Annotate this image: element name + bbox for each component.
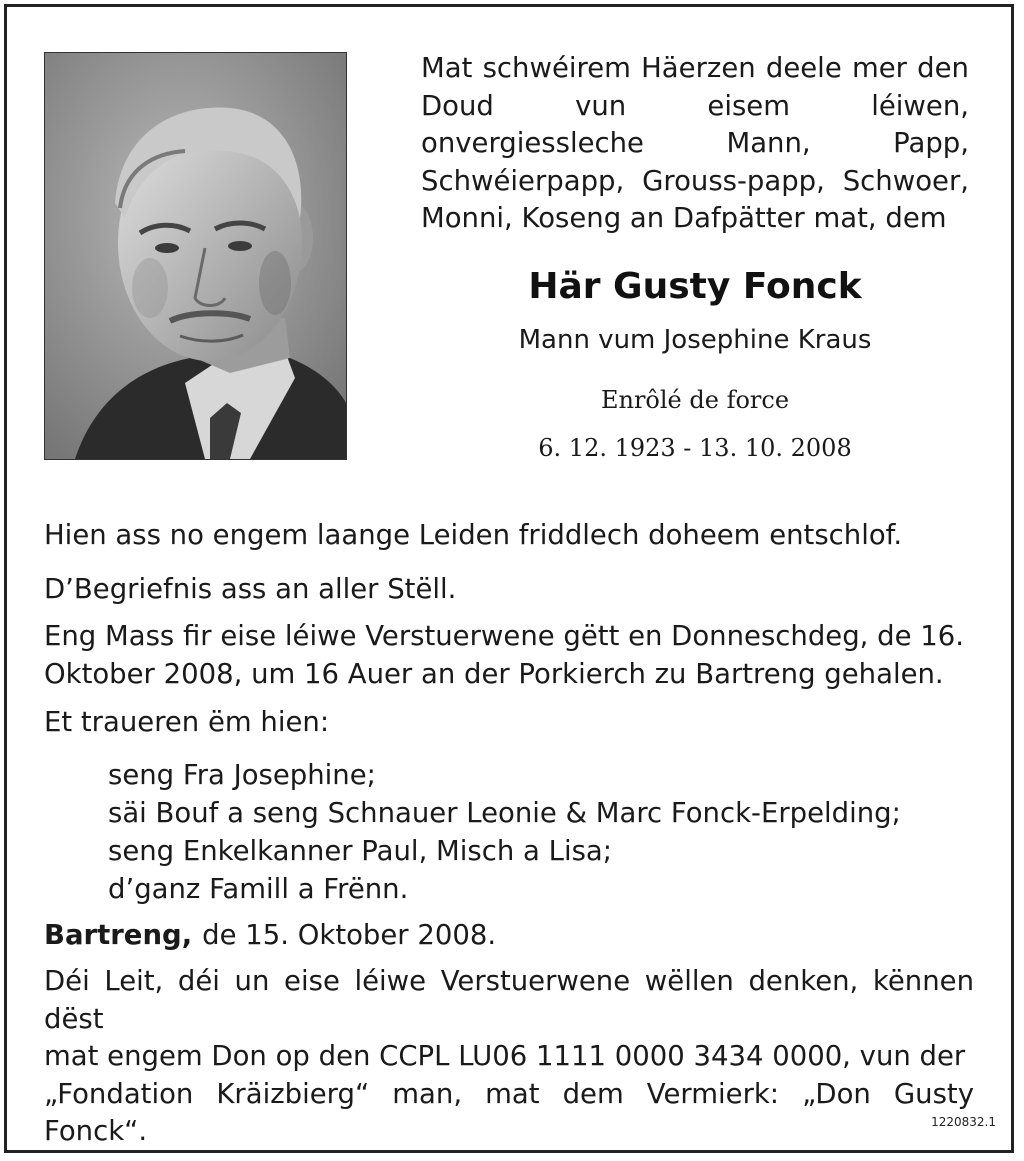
portrait-image [45, 53, 346, 459]
portrait-photo [44, 52, 347, 460]
mass-line-1: Eng Mass fir eise léiwe Verstuerwene gëtt en Donneschdeg, de 16. [44, 620, 965, 652]
spouse-line: Mann vum Josephine Kraus [518, 325, 872, 355]
mourner-item: säi Bouf a seng Schnauer Leonie & Marc Fonck-Erpelding; [108, 797, 901, 829]
funeral-text: D’Begriefnis ass an aller Stëll. [44, 573, 457, 605]
place-name: Bartreng, [44, 919, 193, 951]
mourners-list [108, 756, 988, 908]
rank-line: Enrôlé de force [600, 386, 790, 414]
place-date-line [44, 917, 974, 955]
mourners-intro: Et traueren ëm hien: [44, 706, 330, 738]
mourner-item: seng Enkelkanner Paul, Misch a Lisa; [108, 835, 613, 867]
mourner-item: d’ganz Famill a Frënn. [108, 873, 409, 905]
notice-date: de 15. Oktober 2008. [202, 919, 497, 951]
passing-text: Hien ass no engem laange Leiden friddlech doheem entschlof. [44, 519, 903, 551]
intro-text: Mat schwéirem Häerzen deele mer den Doud vun eisem léiwen, onvergiessleche Mann, Papp, Schwéierpapp, Grouss-papp, Schwoer, Monni, Koseng an Dafpätter mat, dem [421, 52, 969, 234]
life-dates: 6. 12. 1923 - 13. 10. 2008 [538, 434, 852, 462]
deceased-name: Här Gusty Fonck [528, 266, 862, 307]
mourner-item: seng Fra Josephine; [108, 759, 376, 791]
donation-text [44, 963, 974, 1151]
donation-line-2: mat engem Don op den CCPL LU06 1111 0000 3434 0000, vun der [44, 1040, 966, 1072]
mass-line-2: Oktober 2008, um 16 Auer an der Porkierch zu Bartreng gehalen. [44, 657, 944, 690]
donation-line-1: Déi Leit, déi un eise léiwe Verstuerwene wëllen denken, kënnen dëst [44, 965, 974, 1035]
mass-text [44, 618, 974, 693]
donation-line-3: „Fondation Kräizbierg“ man, mat dem Vermierk: „Don Gusty Fonck“. [44, 1077, 974, 1147]
reference-number: 1220832.1 [931, 1115, 996, 1129]
